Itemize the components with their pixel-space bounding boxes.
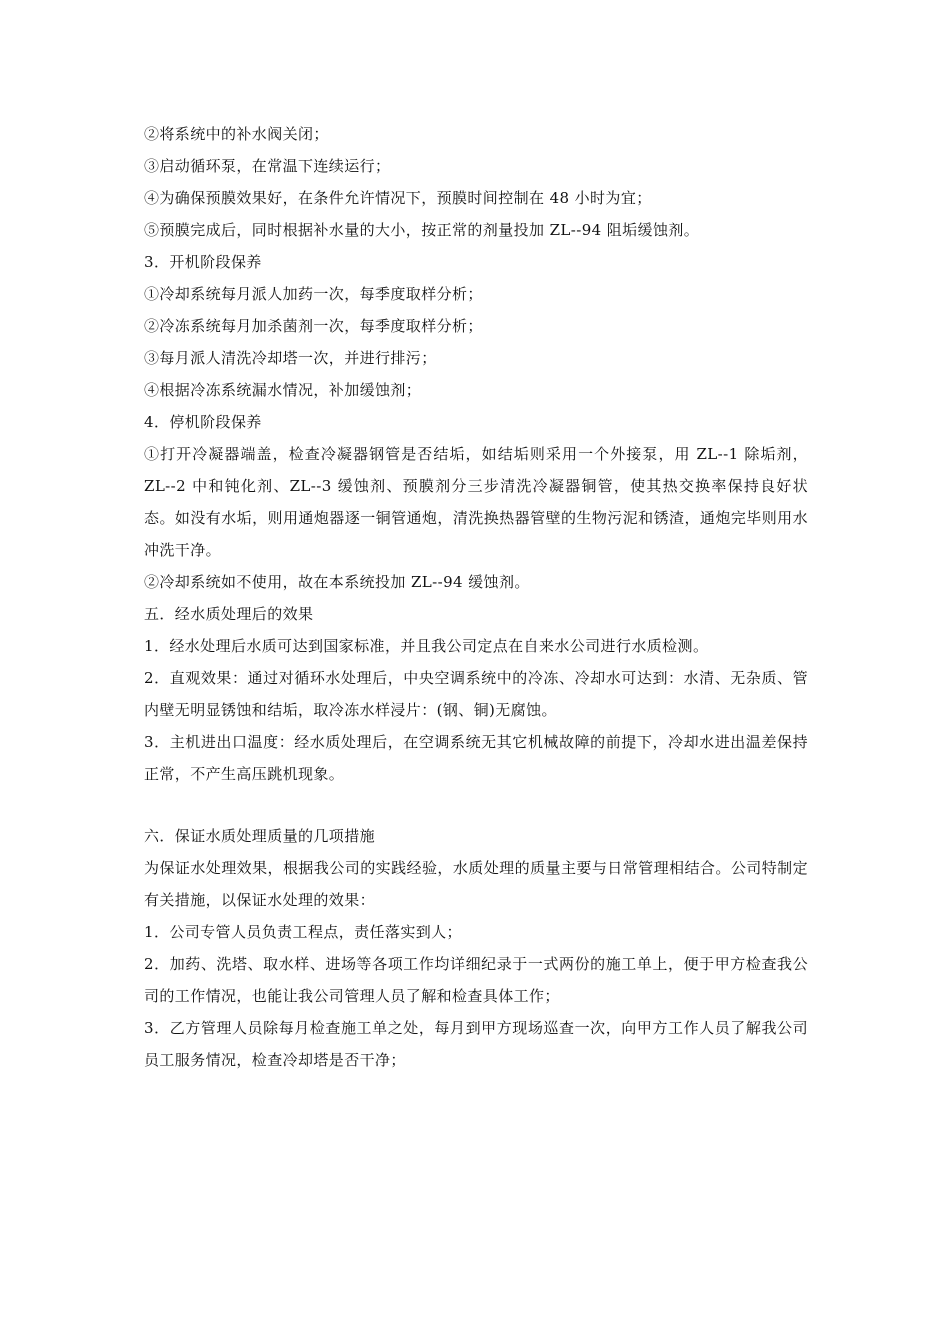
list-item: 1．经水处理后水质可达到国家标准，并且我公司定点在自来水公司进行水质检测。 xyxy=(144,637,709,655)
text-line: ④为确保预膜效果好，在条件允许情况下，预膜时间控制在 48 小时为宜； xyxy=(144,189,652,207)
document-body xyxy=(144,118,808,1076)
list-item: 2．加药、洗塔、取水样、进场等各项工作均详细纪录于一式两份的施工单上，便于甲方检查我公司的工作情况，也能让我公司管理人员了解和检查具体工作； xyxy=(144,955,808,1005)
text-line: ①冷却系统每月派人加药一次，每季度取样分析； xyxy=(144,285,483,303)
section-heading: 六．保证水质处理质量的几项措施 xyxy=(144,827,376,845)
section-heading: 五．经水质处理后的效果 xyxy=(144,605,314,623)
list-item: 3．主机进出口温度：经水质处理后，在空调系统无其它机械故障的前提下，冷却水进出温差保持正常，不产生高压跳机现象。 xyxy=(144,733,808,783)
subsection-heading: 3．开机阶段保养 xyxy=(144,253,262,271)
subsection-heading: 4．停机阶段保养 xyxy=(144,413,262,431)
text-line: ②冷冻系统每月加杀菌剂一次，每季度取样分析； xyxy=(144,317,483,335)
list-item: 3．乙方管理人员除每月检查施工单之处，每月到甲方现场巡查一次，向甲方工作人员了解我公司员工服务情况，检查冷却塔是否干净； xyxy=(144,1019,808,1069)
text-line: ⑤预膜完成后，同时根据补水量的大小，按正常的剂量投加 ZL--94 阻垢缓蚀剂。 xyxy=(144,221,700,239)
text-line: ③启动循环泵，在常温下连续运行； xyxy=(144,157,391,175)
paragraph-condenser-cleaning: ①打开冷凝器端盖，检查冷凝器钢管是否结垢，如结垢则采用一个外接泵，用 ZL--1 除垢剂，ZL--2 中和钝化剂、ZL--3 缓蚀剂、预膜剂分三步清洗冷凝器铜管，使其热交换率保持良好状态。如没有水垢，则用通炮器逐一铜管通炮，清洗换热器管壁的生物污泥和锈渣，通炮完毕则用水冲洗干净。 xyxy=(144,445,808,559)
list-item: 2．直观效果：通过对循环水处理后，中央空调系统中的冷冻、冷却水可达到：水清、无杂质、管内壁无明显锈蚀和结垢，取冷冻水样浸片：(钢、铜)无腐蚀。 xyxy=(144,669,808,719)
text-line: ③每月派人清洗冷却塔一次，并进行排污； xyxy=(144,349,437,367)
text-line: ②冷却系统如不使用，故在本系统投加 ZL--94 缓蚀剂。 xyxy=(144,573,530,591)
spacer xyxy=(144,790,808,820)
list-item: 1．公司专管人员负责工程点，责任落实到人； xyxy=(144,923,462,941)
text-line: ②将系统中的补水阀关闭； xyxy=(144,125,329,143)
paragraph-intro: 为保证水处理效果，根据我公司的实践经验，水质处理的质量主要与日常管理相结合。公司特制定有关措施，以保证水处理的效果： xyxy=(144,859,808,909)
text-line: ④根据冷冻系统漏水情况，补加缓蚀剂； xyxy=(144,381,422,399)
